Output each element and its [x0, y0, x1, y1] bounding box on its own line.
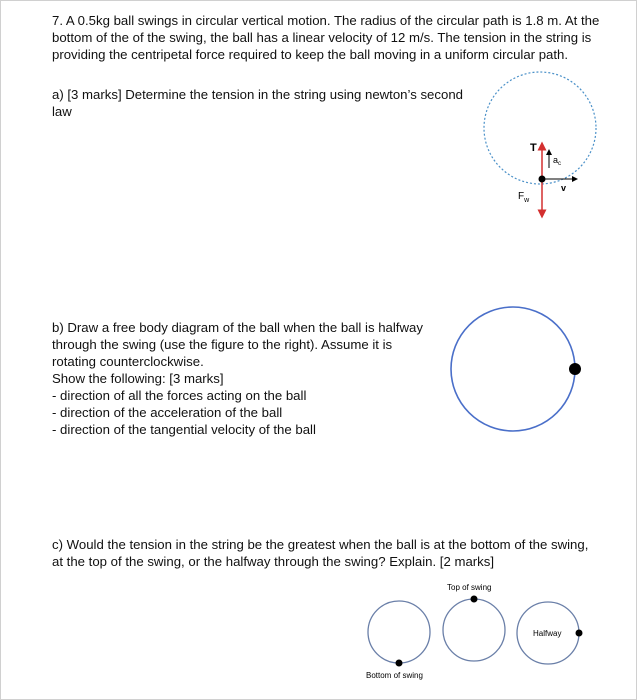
part-a-line: a) [3 marks] Determine the tension in the string using newton’s second	[52, 87, 463, 102]
halfway-label: Halfway	[533, 629, 562, 638]
tension-label: T	[530, 142, 537, 154]
top-swing-circle	[443, 599, 505, 661]
bottom-ball	[396, 660, 403, 667]
question-line: bottom of the of the swing, the ball has a linear velocity of 12 m/s. The tension in the string is	[52, 30, 592, 45]
bottom-swing-circle	[368, 601, 430, 663]
halfway-ball	[576, 630, 583, 637]
part-b-line: - direction of all the forces acting on the ball	[52, 388, 307, 403]
part-b-line: rotating counterclockwise.	[52, 354, 204, 369]
bottom-of-swing-label: Bottom of swing	[366, 671, 423, 680]
question-line: providing the centripetal force required to keep the ball moving in a uniform circular path.	[52, 47, 569, 62]
part-b-line: b) Draw a free body diagram of the ball when the ball is halfway	[52, 320, 423, 335]
accel-label: $a_c$	[553, 155, 562, 167]
ball	[569, 363, 581, 375]
velocity-label: v	[561, 183, 567, 193]
weight-label: $F_w$	[518, 191, 530, 204]
diagram-b	[451, 307, 581, 431]
top-of-swing-label: Top of swing	[447, 583, 492, 592]
part-b-line: Show the following: [3 marks]	[52, 371, 224, 386]
part-b-line: - direction of the tangential velocity of the ball	[52, 422, 316, 437]
part-c-line: at the top of the swing, or the halfway through the swing? Explain. [2 marks]	[52, 554, 495, 569]
part-b-line: - direction of the acceleration of the ball	[52, 405, 283, 420]
circular-path	[451, 307, 575, 431]
part-a-line: law	[52, 104, 72, 119]
top-ball	[471, 596, 478, 603]
diagram-a	[484, 72, 596, 214]
question-line: 7. A 0.5kg ball swings in circular vertical motion. The radius of the circular path is 1.8 m. At the	[52, 13, 600, 28]
dashed-circular-path	[484, 72, 596, 184]
diagram-c	[366, 583, 583, 680]
part-b-line: through the swing (use the figure to the right). Assume it is	[52, 337, 393, 352]
part-c-line: c) Would the tension in the string be the greatest when the ball is at the bottom of the swing,	[52, 537, 589, 552]
ball	[539, 176, 546, 183]
